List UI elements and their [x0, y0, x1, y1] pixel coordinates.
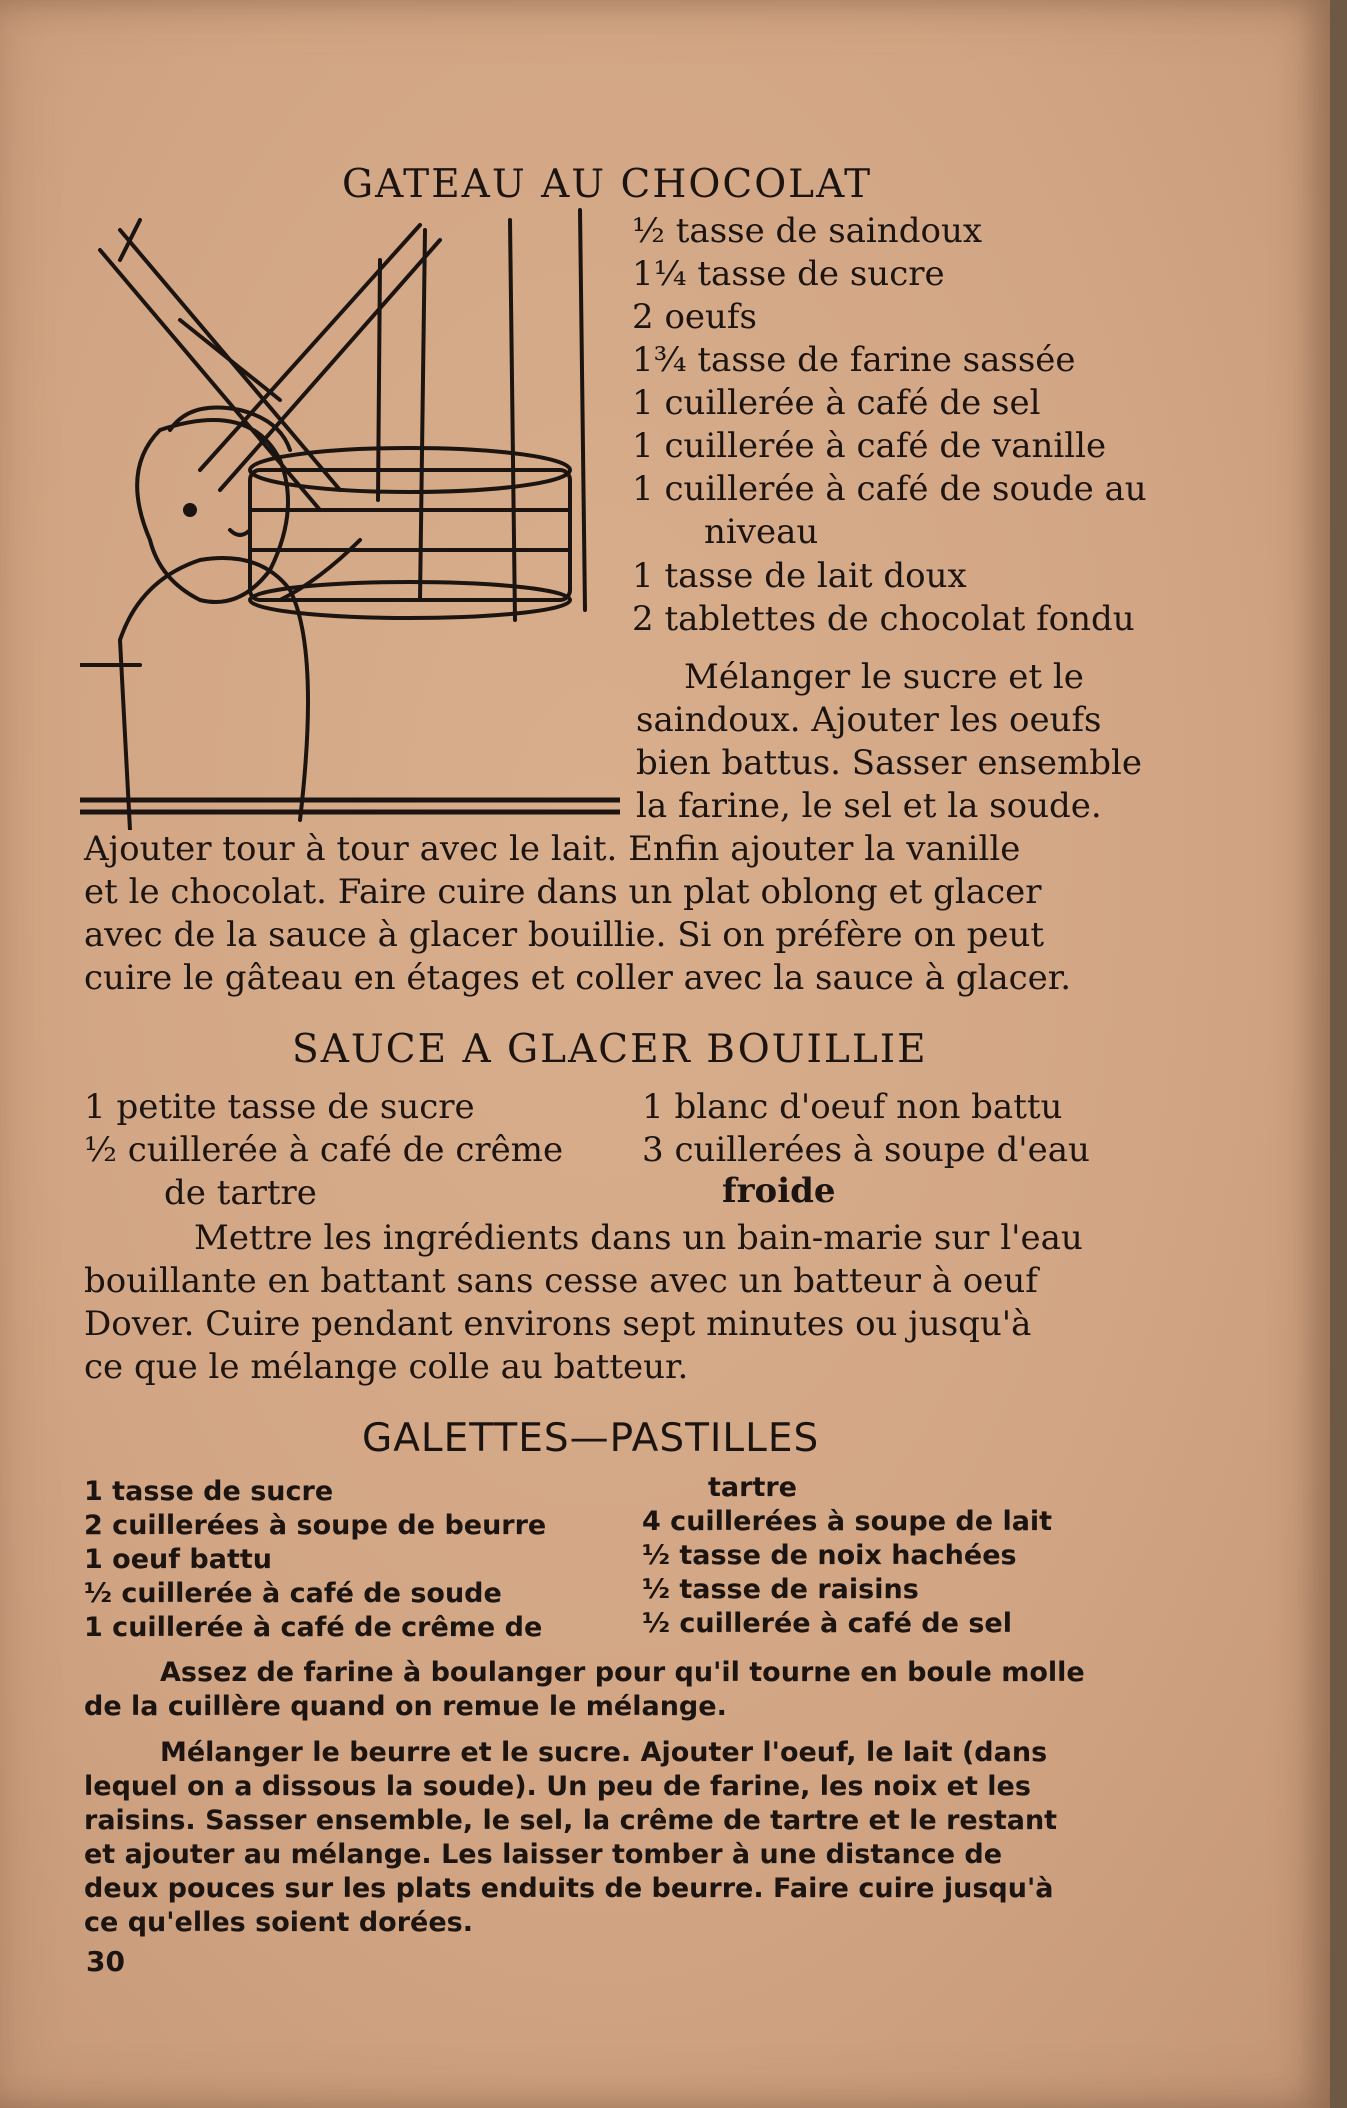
- method-line: deux pouces sur les plats enduits de beurre. Faire cuire jusqu'à: [84, 1873, 1054, 1904]
- ingredient-line: 1 cuillerée à café de crême de: [84, 1612, 543, 1643]
- ingredient-line: ½ tasse de noix hachées: [642, 1540, 1017, 1571]
- ingredient-line: tartre: [708, 1472, 797, 1503]
- ingredient-line: 1¾ tasse de farine sassée: [632, 340, 1076, 380]
- note-line: Assez de farine à boulanger pour qu'il tourne en boule molle: [160, 1657, 1085, 1688]
- method-line: la farine, le sel et la soude.: [636, 786, 1102, 826]
- method-line: cuire le gâteau en étages et coller avec la sauce à glacer.: [84, 958, 1072, 998]
- method-line: bouillante en battant sans cesse avec un batteur à oeuf: [84, 1261, 1038, 1301]
- recipe-title: SAUCE A GLACER BOUILLIE: [292, 1027, 928, 1072]
- method-line: Mélanger le sucre et le: [684, 657, 1084, 697]
- ingredient-line: 2 cuillerées à soupe de beurre: [84, 1510, 547, 1541]
- method-line: avec de la sauce à glacer bouillie. Si on préfère on peut: [84, 915, 1045, 955]
- ingredient-line: 1 tasse de sucre: [84, 1476, 334, 1507]
- method-line: bien battus. Sasser ensemble: [636, 743, 1143, 783]
- method-line: raisins. Sasser ensemble, le sel, la crême de tartre et le restant: [84, 1805, 1058, 1836]
- method-line: lequel on a dissous la soude). Un peu de farine, les noix et les: [84, 1771, 1031, 1802]
- method-line: ce que le mélange colle au batteur.: [84, 1347, 689, 1387]
- ingredient-line: ½ cuillerée à café de soude: [84, 1578, 502, 1609]
- note-line: de la cuillère quand on remue le mélange.: [84, 1691, 727, 1722]
- method-line: Mélanger le beurre et le sucre. Ajouter l'oeuf, le lait (dans: [160, 1737, 1048, 1768]
- ingredient-line: ½ cuillerée à café de crême: [84, 1130, 564, 1170]
- woman-holding-cake-illustration: [80, 200, 620, 830]
- ingredient-line: ½ tasse de raisins: [642, 1574, 919, 1605]
- ingredient-line: 2 tablettes de chocolat fondu: [632, 599, 1135, 639]
- ingredient-line: ½ tasse de saindoux: [632, 211, 983, 251]
- ingredient-line: ½ cuillerée à café de sel: [642, 1608, 1012, 1639]
- method-line: Mettre les ingrédients dans un bain-marie sur l'eau: [194, 1218, 1083, 1258]
- ingredient-line: de tartre: [164, 1173, 317, 1213]
- ingredient-line: 1 oeuf battu: [84, 1544, 272, 1575]
- method-line: et le chocolat. Faire cuire dans un plat oblong et glacer: [84, 872, 1042, 912]
- ingredient-line: froide: [722, 1171, 836, 1211]
- page-number: 30: [86, 1945, 125, 1978]
- method-line: saindoux. Ajouter les oeufs: [636, 700, 1102, 740]
- method-line: et ajouter au mélange. Les laisser tomber à une distance de: [84, 1839, 1003, 1870]
- recipe-title: GALETTES—PASTILLES: [362, 1416, 820, 1461]
- ingredient-line: 1 cuillerée à café de vanille: [632, 426, 1107, 466]
- method-line: ce qu'elles soient dorées.: [84, 1907, 473, 1938]
- recipe-title: GATEAU AU CHOCOLAT: [342, 162, 873, 207]
- ingredient-line: 1 blanc d'oeuf non battu: [642, 1087, 1063, 1127]
- ingredient-line: 1 tasse de lait doux: [632, 556, 967, 596]
- ingredient-line: 2 oeufs: [632, 297, 757, 337]
- ingredient-line: 1 cuillerée à café de soude au: [632, 469, 1147, 509]
- method-line: Dover. Cuire pendant environs sept minutes ou jusqu'à: [84, 1304, 1032, 1344]
- method-line: Ajouter tour à tour avec le lait. Enfin ajouter la vanille: [84, 829, 1021, 869]
- ingredient-line: 1 petite tasse de sucre: [84, 1087, 475, 1127]
- ingredient-line: niveau: [704, 512, 819, 552]
- ingredient-line: 1 cuillerée à café de sel: [632, 383, 1041, 423]
- ingredient-line: 1¼ tasse de sucre: [632, 254, 945, 294]
- ingredient-line: 3 cuillerées à soupe d'eau: [642, 1130, 1090, 1170]
- ingredient-line: 4 cuillerées à soupe de lait: [642, 1506, 1053, 1537]
